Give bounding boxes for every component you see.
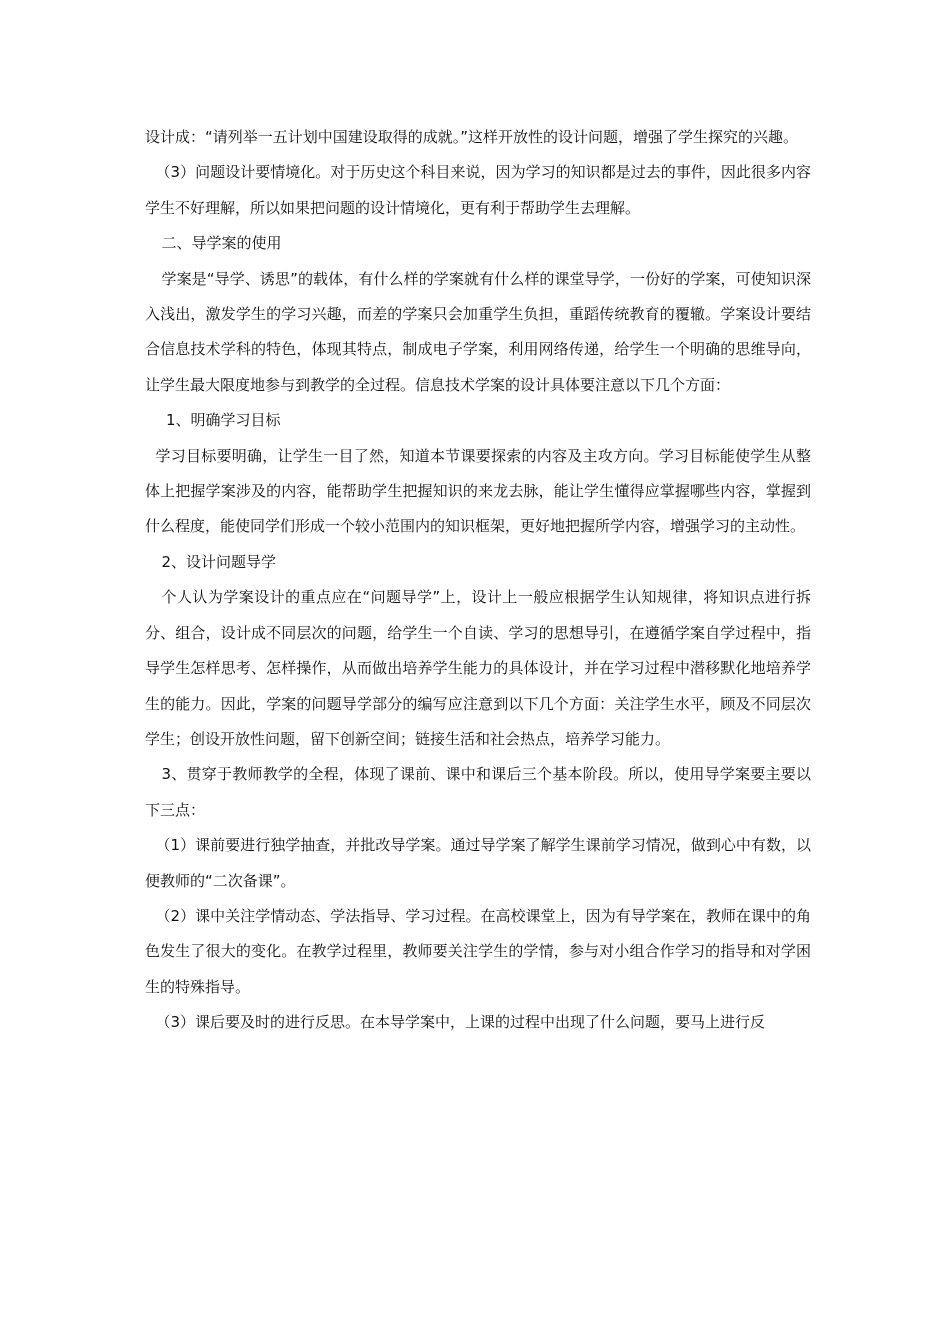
paragraph-continuation: 设计成：“请列举一五计划中国建设取得的成就。”这样开放性的设计问题，增强了学生探究的兴趣。	[145, 128, 799, 146]
subheading-1: 1、明确学习目标	[166, 411, 281, 430]
paragraph-goals: 学习目标要明确，让学生一目了然，知道本节课要探索的内容及主攻方向。学习目标能使学生从整体上把握学案涉及的内容，能帮助学生把握知识的来龙去脉，能让学生懂得应掌握哪些内容，掌握到什么程度，能使同学们形成一个较小范围内的知识框架，更好地把握所学内容，增强学习的主动性。	[145, 446, 811, 536]
paragraph-sub-1: （1）课前要进行独学抽查，并批改导学案。通过导学案了解学生课前学习情况，做到心中有数，以便教师的“二次备课”。	[145, 836, 811, 890]
paragraph-sub-2: （2）课中关注学情动态、学法指导、学习过程。在高校课堂上，因为有导学案在，教师在课中的角色发生了很大的变化。在教学过程里，教师要关注学生的学情，参与对小组合作学习的指导和对学困生的特殊指导。	[145, 906, 811, 996]
paragraph-question-guide: 个人认为学案设计的重点应在“问题导学”上，设计上一般应根据学生认知规律，将知识点进行拆分、组合，设计成不同层次的问题，给学生一个自读、学习的思想导引，在遵循学案自学过程中，指导学生怎样思考、怎样操作，从而做出培养学生能力的具体设计，并在学习过程中潜移默化地培养学生的能力。因此，学案的问题导学部分的编写应注意到以下几个方面：关注学生水平，顾及不同层次学生；创设开放性问题，留下创新空间；链接生活和社会热点，培养学习能力。	[145, 588, 811, 748]
paragraph-intro: 学案是“导学、诱思”的载体，有什么样的学案就有什么样的课堂导学，一份好的学案，可使知识深入浅出，激发学生的学习兴趣，而差的学案只会加重学生负担，重蹈传统教育的覆辙。学案设计要结合信息技术学科的特色，体现其特点，制成电子学案，利用网络传递，给学生一个明确的思维导向，让学生最大限度地参与到教学的全过程。信息技术学案的设计具体要注意以下几个方面：	[145, 269, 811, 394]
paragraph-point-3: 3、贯穿于教师教学的全程，体现了课前、课中和课后三个基本阶段。所以，使用导学案要主要以下三点：	[145, 765, 811, 819]
section-heading-2: 二、导学案的使用	[161, 234, 282, 253]
document-body	[145, 120, 811, 1041]
paragraph-sub-3: （3）课后要及时的进行反思。在本导学案中，上课的过程中出现了什么问题，要马上进行反	[155, 1013, 766, 1032]
paragraph-item-3: （3）问题设计要情境化。对于历史这个科目来说，因为学习的知识都是过去的事件，因此很多内容学生不好理解，所以如果把问题的设计情境化，更有利于帮助学生去理解。	[145, 163, 811, 217]
subheading-2: 2、设计问题导学	[161, 552, 277, 571]
